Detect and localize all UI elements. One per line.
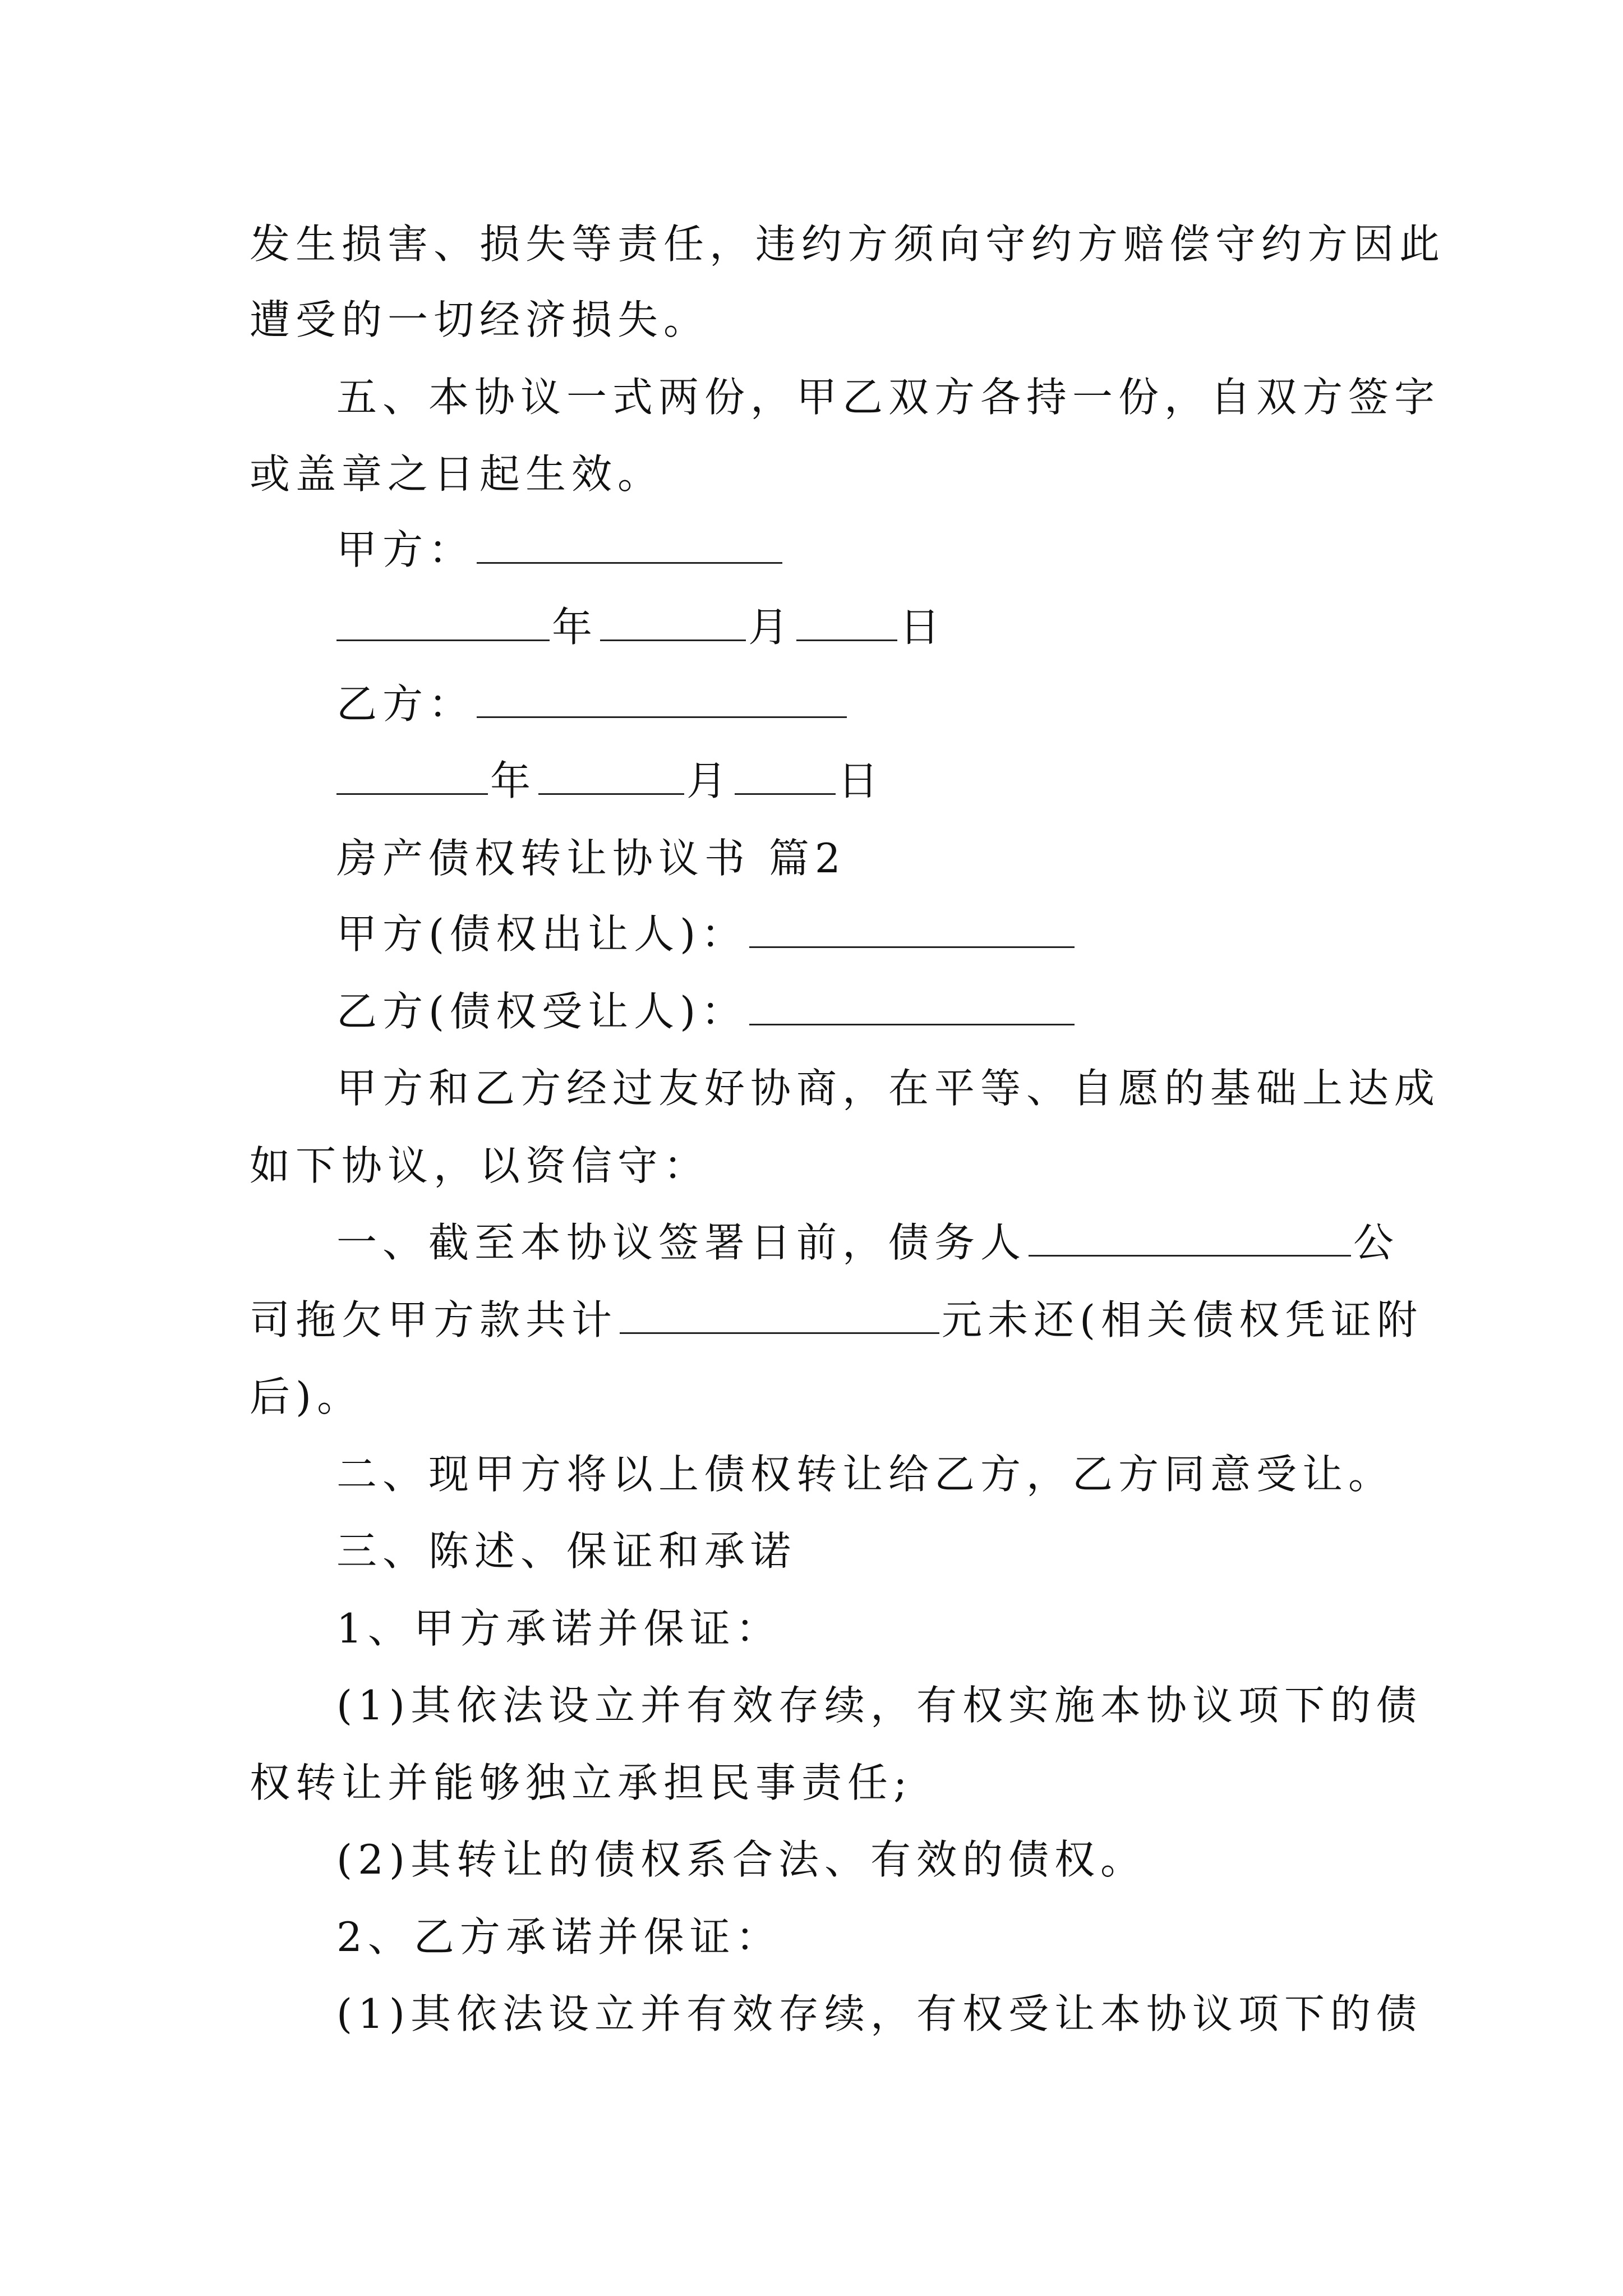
date-blank (796, 602, 897, 641)
party-a-blank (749, 909, 1075, 948)
paragraph-line: 后)。 (250, 1373, 363, 1420)
party-a-line (336, 895, 1464, 973)
signature-blank (477, 679, 847, 718)
paragraph-line: 三、陈述、保证和承诺 (336, 1527, 797, 1575)
date-year: 年 (552, 604, 598, 651)
date-day: 日 (900, 604, 946, 651)
date-year: 年 (490, 757, 537, 804)
paragraph-line: 发生损害、损失等责任，违约方须向守约方赔偿守约方因此 (250, 220, 1446, 268)
party-b-line (336, 972, 1464, 1051)
date-blank (336, 602, 550, 641)
date-month: 月 (686, 757, 733, 804)
signature-line-b (336, 665, 1464, 743)
paragraph-line: 或盖章之日起生效。 (250, 450, 664, 498)
clause-text: 一、截至本协议签署日前，债务人 (336, 1219, 1027, 1266)
paragraph-line: 如下协议，以资信守： (250, 1142, 710, 1189)
signature-label: 甲方： (336, 526, 475, 573)
paragraph-line: 2、乙方承诺并保证： (336, 1913, 782, 1961)
paragraph-line: (2)其转让的债权系合法、有效的债权。 (336, 1836, 1146, 1883)
paragraph-line: (1)其依法设立并有效存续，有权实施本协议项下的债 (336, 1682, 1422, 1729)
clause-1-line (336, 1203, 1464, 1282)
paragraph-line: 甲方和乙方经过友好协商，在平等、自愿的基础上达成 (336, 1065, 1441, 1112)
date-month: 月 (748, 604, 795, 651)
clause-text: 公 (1353, 1219, 1400, 1266)
date-blank (735, 756, 836, 795)
amount-blank (620, 1295, 939, 1334)
date-day: 日 (838, 757, 884, 804)
paragraph-line: 五、本协议一式两份，甲乙双方各持一份，自双方签字 (336, 374, 1441, 421)
signature-line-a (336, 510, 1464, 589)
paragraph-line: 二、现甲方将以上债权转让给乙方，乙方同意受让。 (336, 1451, 1395, 1498)
party-b-blank (749, 987, 1075, 1025)
date-blank (336, 756, 488, 795)
signature-label: 乙方： (336, 680, 475, 728)
date-line-b (336, 742, 1464, 820)
signature-blank (477, 525, 782, 564)
paragraph-line: 1、甲方承诺并保证： (336, 1605, 782, 1652)
section-title: 房产债权转让协议书 篇2 (336, 835, 846, 882)
clause-1-line (250, 1281, 1423, 1359)
clause-text: 司拖欠甲方款共计 (250, 1296, 618, 1343)
paragraph-line: (1)其依法设立并有效存续，有权受让本协议项下的债 (336, 1990, 1422, 2037)
date-line-a (336, 588, 1464, 666)
paragraph-line: 遭受的一切经济损失。 (250, 296, 710, 343)
date-blank (538, 756, 684, 795)
paragraph-line: 权转让并能够独立承担民事责任; (250, 1759, 913, 1806)
debtor-blank (1029, 1218, 1351, 1257)
clause-text: 元未还(相关债权凭证附 (942, 1296, 1423, 1343)
party-b-label: 乙方(债权受让人)： (336, 988, 748, 1035)
party-a-label: 甲方(债权出让人)： (336, 910, 748, 958)
date-blank (600, 602, 746, 641)
